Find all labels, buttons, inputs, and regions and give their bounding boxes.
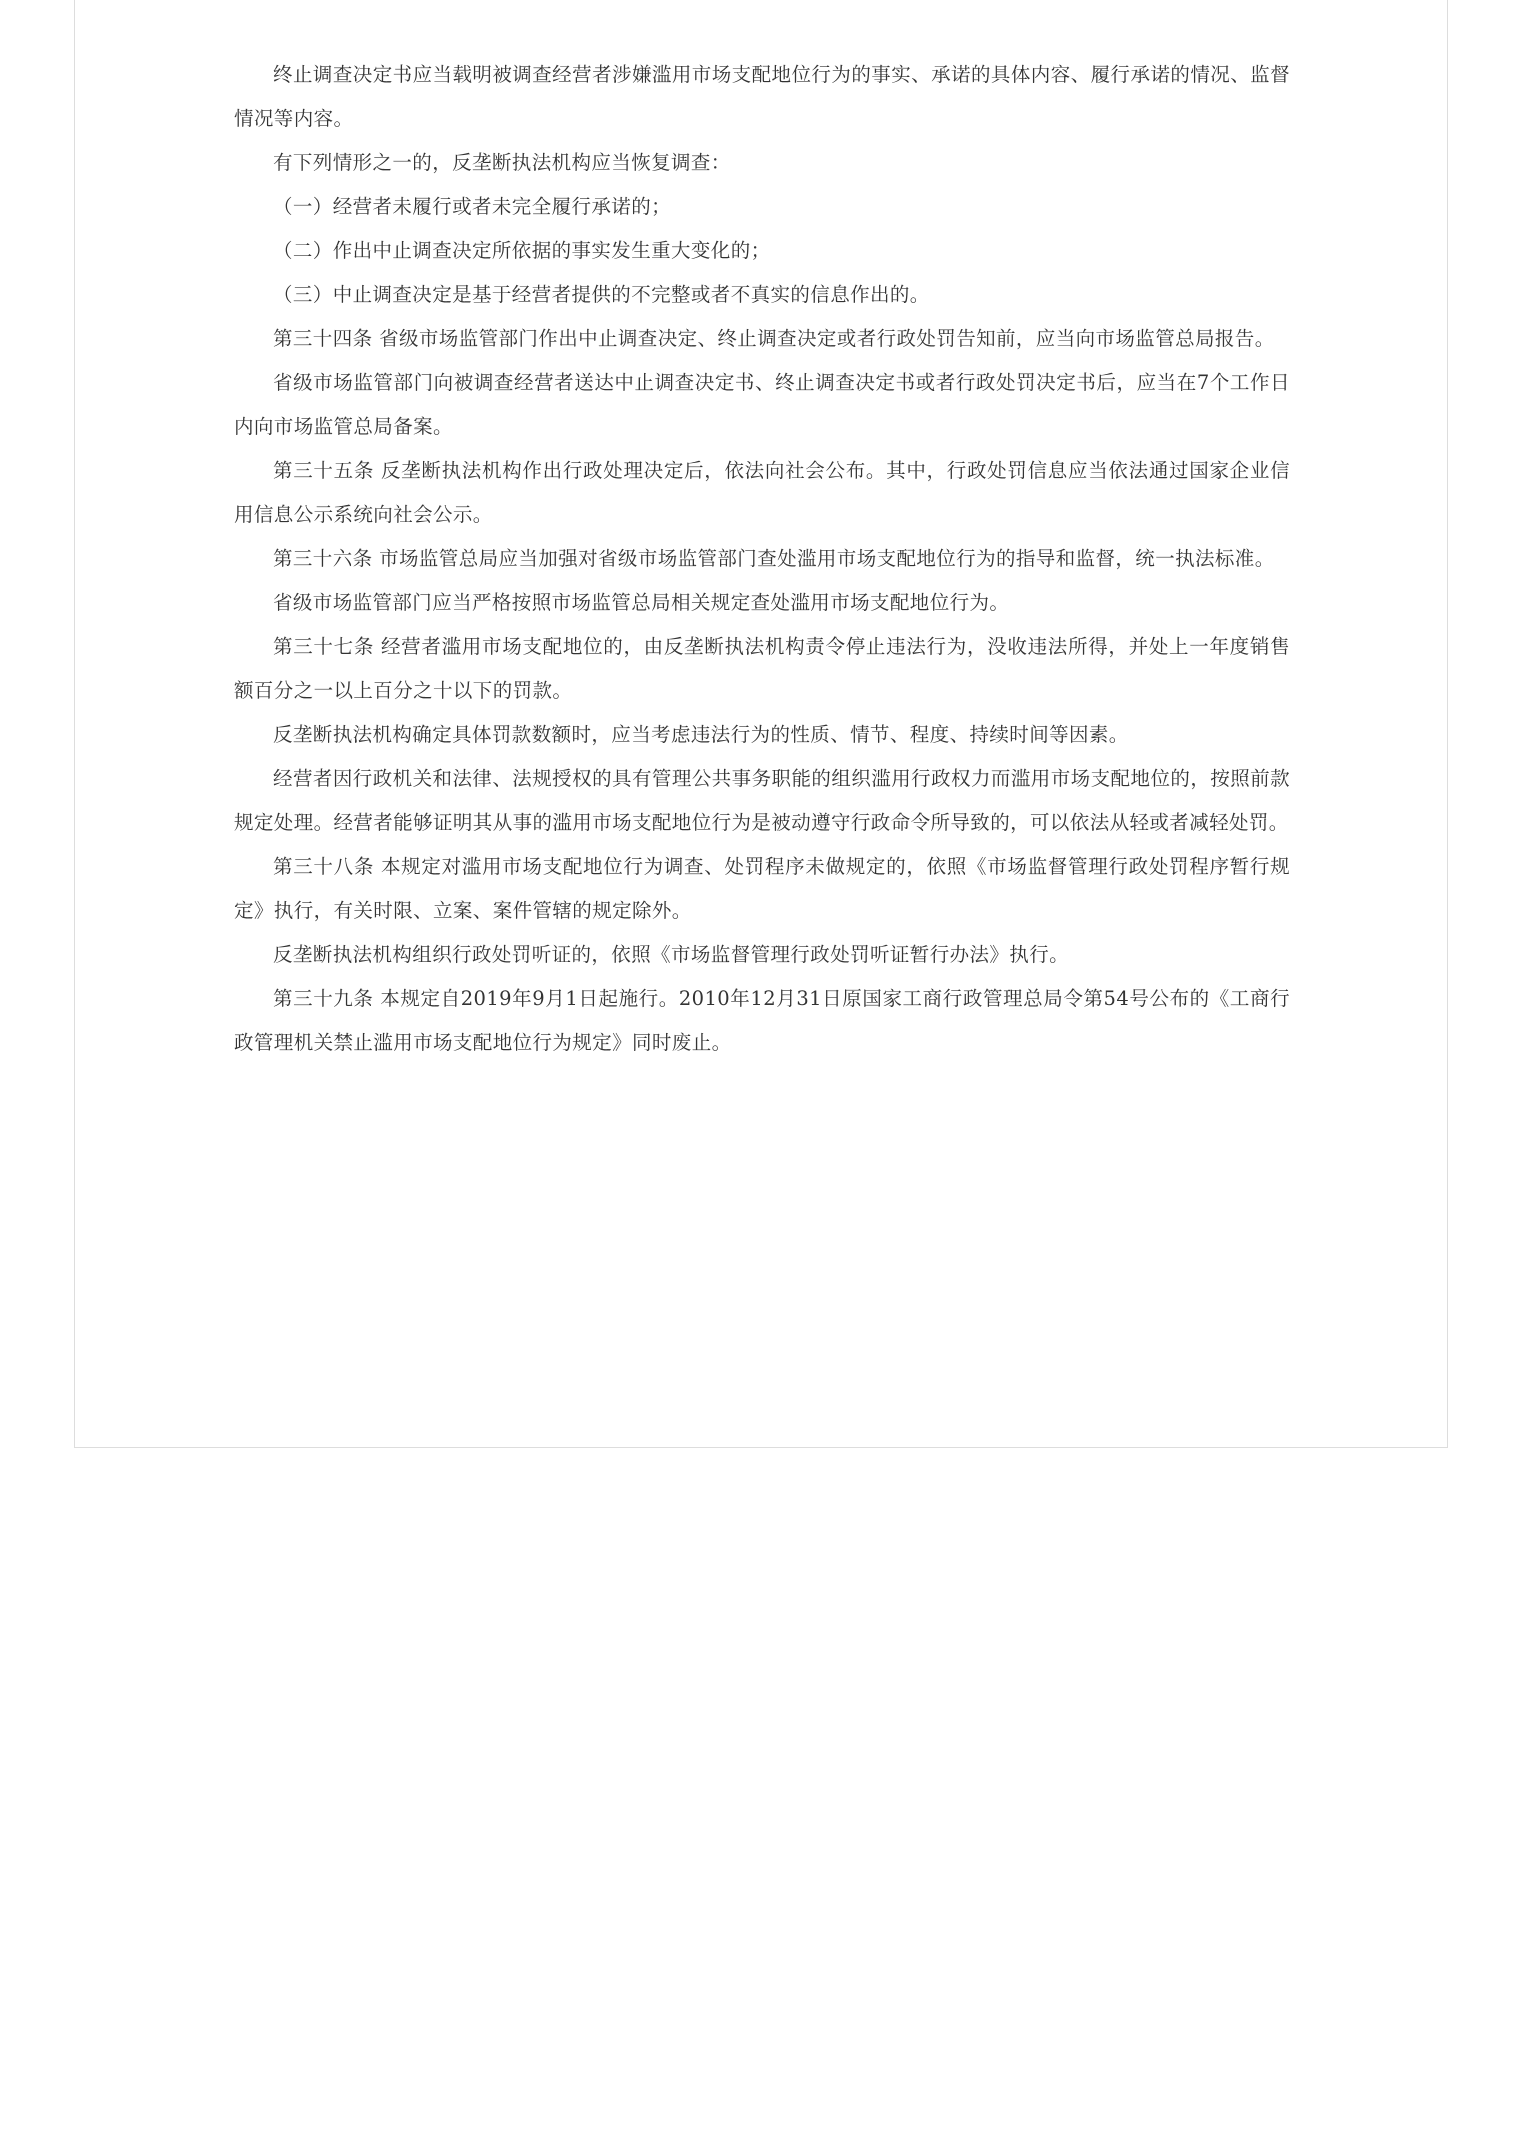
article-34: 第三十四条 省级市场监管部门作出中止调查决定、终止调查决定或者行政处罚告知前，应当向市场监管总局报告。 [273, 327, 1275, 350]
paragraph: （一）经营者未履行或者未完全履行承诺的； [273, 195, 672, 218]
article-35: 第三十五条 反垄断执法机构作出行政处理决定后，依法向社会公布。其中，行政处罚信息应当依法通过国家企业信用信息公示系统向社会公示。 [234, 459, 1290, 526]
paragraph: 反垄断执法机构确定具体罚款数额时，应当考虑违法行为的性质、情节、程度、持续时间等因素。 [273, 723, 1129, 746]
article-39: 第三十九条 本规定自2019年9月1日起施行。2010年12月31日原国家工商行政管理总局令第54号公布的《工商行政管理机关禁止滥用市场支配地位行为规定》同时废止。 [234, 987, 1290, 1054]
paragraph: 省级市场监管部门应当严格按照市场监管总局相关规定查处滥用市场支配地位行为。 [273, 591, 1010, 614]
paragraph: 经营者因行政机关和法律、法规授权的具有管理公共事务职能的组织滥用行政权力而滥用市场支配地位的，按照前款规定处理。经营者能够证明其从事的滥用市场支配地位行为是被动遵守行政命令所导致的，可以依法从轻或者减轻处罚。 [234, 767, 1290, 834]
article-37: 第三十七条 经营者滥用市场支配地位的，由反垄断执法机构责令停止违法行为，没收违法所得，并处上一年度销售额百分之一以上百分之十以下的罚款。 [234, 635, 1290, 702]
article-38: 第三十八条 本规定对滥用市场支配地位行为调查、处罚程序未做规定的，依照《市场监督管理行政处罚程序暂行规定》执行，有关时限、立案、案件管辖的规定除外。 [234, 855, 1290, 922]
document-body [234, 53, 1290, 1065]
paragraph: 省级市场监管部门向被调查经营者送达中止调查决定书、终止调查决定书或者行政处罚决定书后，应当在7个工作日内向市场监管总局备案。 [234, 371, 1290, 438]
paragraph: 有下列情形之一的，反垄断执法机构应当恢复调查： [273, 151, 731, 174]
article-36: 第三十六条 市场监管总局应当加强对省级市场监管部门查处滥用市场支配地位行为的指导和监督，统一执法标准。 [273, 547, 1275, 570]
paragraph: 反垄断执法机构组织行政处罚听证的，依照《市场监督管理行政处罚听证暂行办法》执行。 [273, 943, 1070, 966]
paragraph: （二）作出中止调查决定所依据的事实发生重大变化的； [273, 239, 771, 262]
paragraph: 终止调查决定书应当载明被调查经营者涉嫌滥用市场支配地位行为的事实、承诺的具体内容、履行承诺的情况、监督情况等内容。 [234, 63, 1290, 130]
paragraph: （三）中止调查决定是基于经营者提供的不完整或者不真实的信息作出的。 [273, 283, 930, 306]
